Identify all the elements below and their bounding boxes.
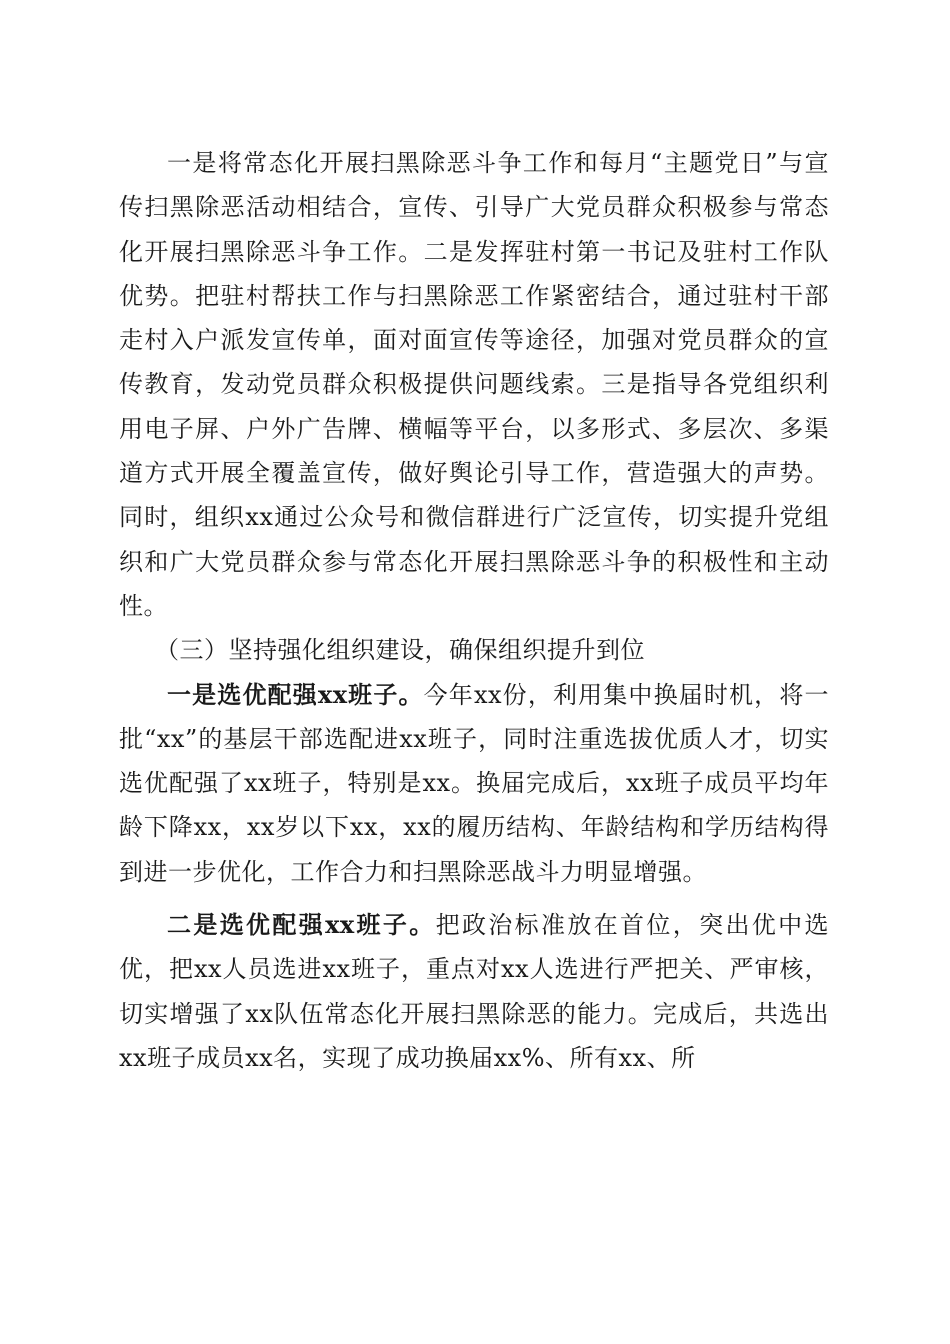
paragraph-team-one [119, 673, 829, 894]
section-heading: （三）坚持强化组织建设，确保组织提升到位 [155, 636, 645, 665]
paragraph-propaganda-text: 一是将常态化开展扫黑除恶斗争工作和每月“主题党日”与宣传扫黑除恶活动相结合，宣传、引导广大党员群众积极参与常态化开展扫黑除恶斗争工作。二是发挥驻村第一书记及驻村工作队优势。把驻村帮扶工作与扫黑除恶工作紧密结合，通过驻村干部走村入户派发宣传单，面对面宣传等途径，加强对党员群众的宣传教育，发动党员群众积极提供问题线索。三是指导各党组织利用电子屏、户外广告牌、横幅等平台，以多形式、多层次、多渠道方式开展全覆盖宣传，做好舆论引导工作，营造强大的声势。同时，组织xx通过公众号和微信群进行广泛宣传，切实提升党组织和广大党员群众参与常态化开展扫黑除恶斗争的积极性和主动性。 [119, 149, 829, 620]
paragraph-team-two-text: 把政治标准放在首位，突出优中选优，把xx人员选进xx班子，重点对xx人选进行严把关、严审核，切实增强了xx队伍常态化开展扫黑除恶的能力。完成后，共选出xx班子成员xx名，实现了成功换届xx%、所有xx、所 [119, 911, 829, 1072]
document-body [119, 141, 829, 1080]
paragraph-propaganda [119, 141, 829, 628]
paragraph-team-two-lead: 二是选优配强xx班子。 [167, 910, 436, 940]
paragraph-team-one-text: 今年xx份，利用集中换届时机，将一批“xx”的基层干部选配进xx班子，同时注重选拔优质人才，切实选优配强了xx班子，特别是xx。换届完成后，xx班子成员平均年龄下降xx，xx岁以下xx，xx的履历结构、年龄结构和学历结构得到进一步优化，工作合力和扫黑除恶战斗力明显增强。 [119, 680, 829, 886]
paragraph-team-two [119, 903, 829, 1080]
paragraph-team-one-lead: 一是选优配强xx班子。 [167, 679, 424, 709]
